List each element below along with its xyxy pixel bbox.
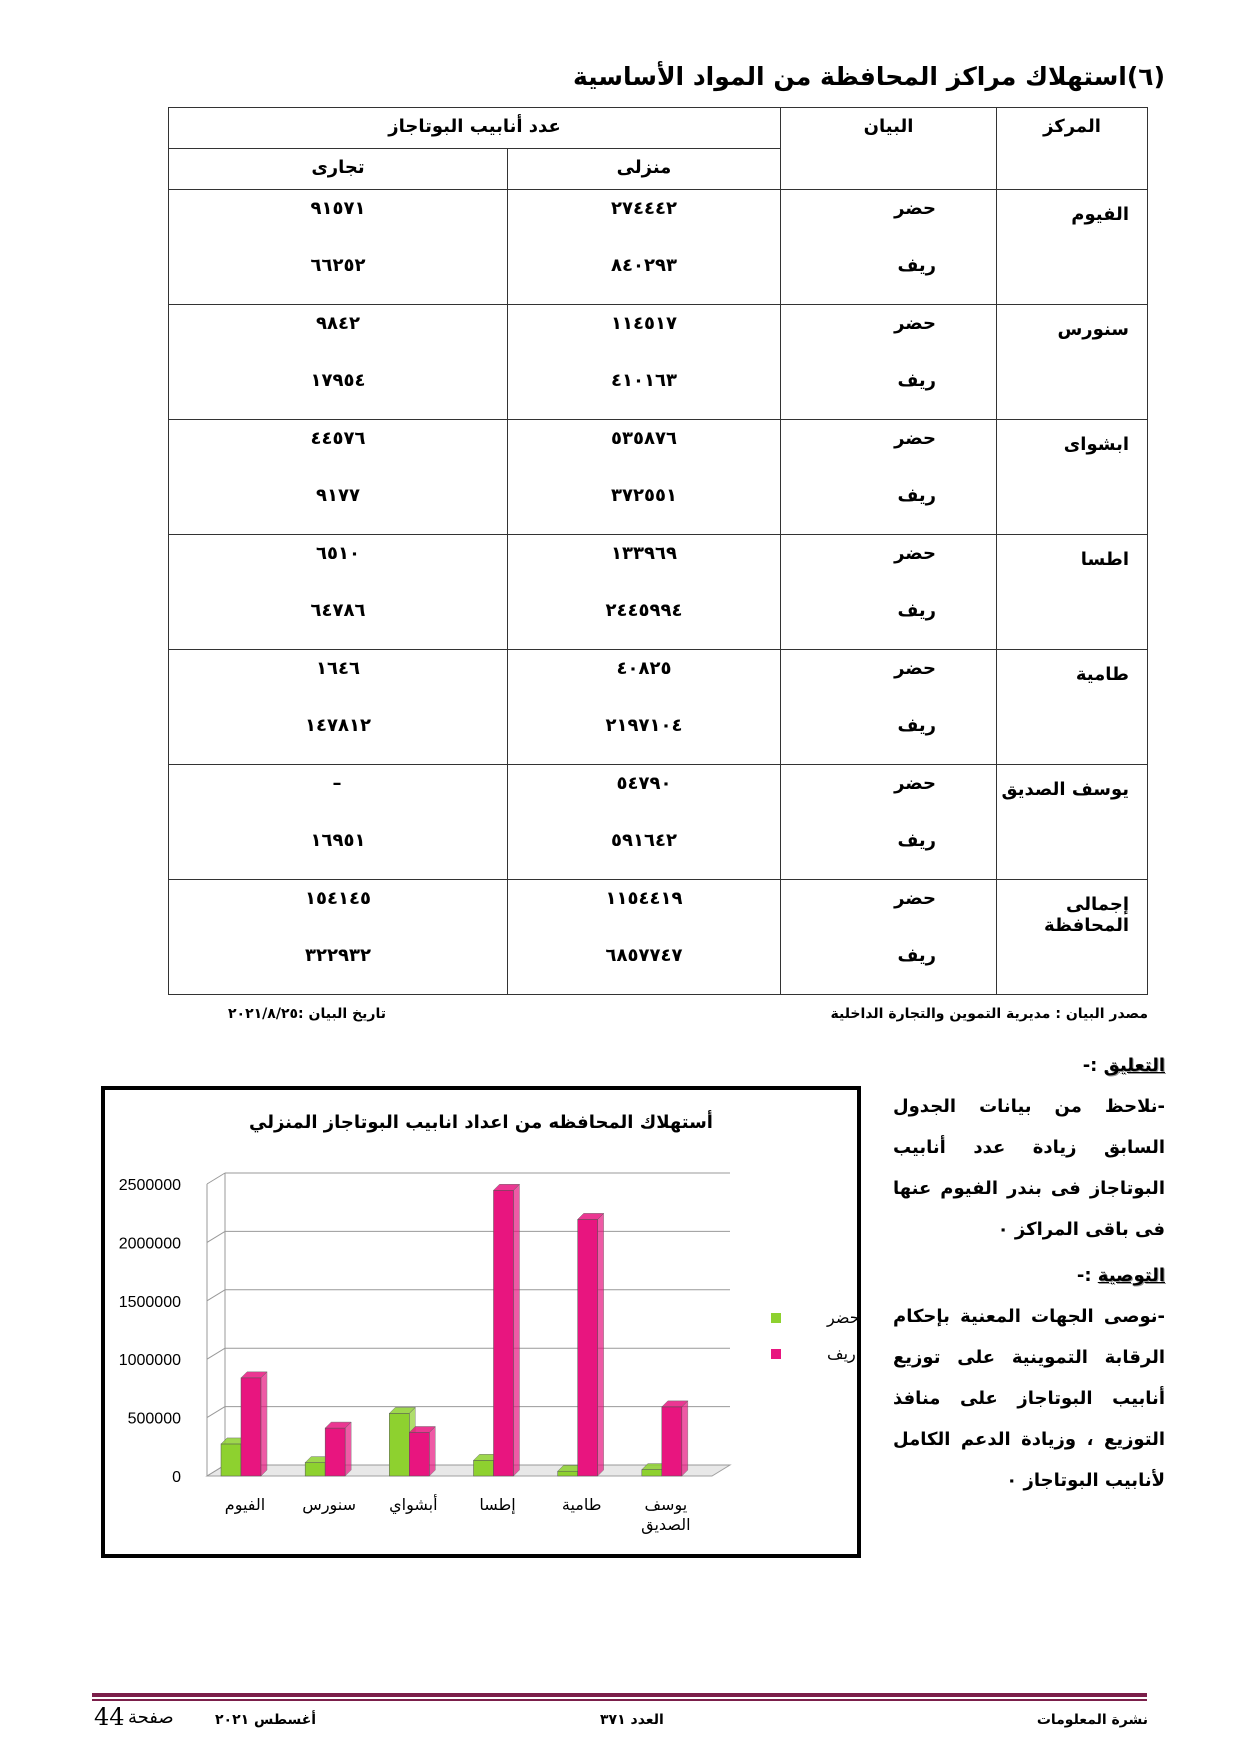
bar-rural xyxy=(241,1378,261,1476)
home-urban-value: ٥٤٧٩٠ xyxy=(616,773,672,794)
gridline-depth xyxy=(207,1290,225,1301)
gridline-depth xyxy=(207,1173,225,1184)
urban-label: حضر xyxy=(894,888,936,909)
x-tick-label: يوسف xyxy=(644,1495,688,1514)
bar-side xyxy=(345,1422,351,1476)
commercial-urban-value: ١٦٤٦ xyxy=(316,658,360,679)
bayan-cell xyxy=(781,190,997,305)
bar-rural xyxy=(494,1190,514,1476)
bar-side xyxy=(682,1401,688,1476)
commercial-urban-value: ٤٤٥٧٦ xyxy=(310,428,366,449)
rural-label: ريف xyxy=(897,715,936,736)
rural-label: ريف xyxy=(897,255,936,276)
bar-rural xyxy=(409,1432,429,1476)
center-name: طامية xyxy=(1075,664,1129,685)
bar-urban xyxy=(221,1444,241,1476)
home-cell xyxy=(508,535,781,650)
data-date: تاريخ البيان :٢٠٢١/٨/٢٥ xyxy=(228,1006,387,1022)
home-rural-value: ٥٩١٦٤٢ xyxy=(611,830,677,851)
urban-label: حضر xyxy=(894,198,936,219)
y-tick-label: 500000 xyxy=(127,1410,181,1428)
header-center: المركز xyxy=(997,108,1148,190)
center-cell xyxy=(997,190,1148,305)
header-commercial: تجارى xyxy=(169,149,508,190)
bayan-cell xyxy=(781,650,997,765)
bar-rural xyxy=(662,1407,682,1476)
bayan-cell xyxy=(781,305,997,420)
home-rural-value: ٢٤٤٥٩٩٤ xyxy=(605,600,683,621)
home-cell xyxy=(508,420,781,535)
footer-rule xyxy=(92,1693,1147,1697)
rural-label: ريف xyxy=(897,945,936,966)
commercial-rural-value: ٩١٧٧ xyxy=(316,485,360,506)
table-row xyxy=(169,535,1148,650)
urban-label: حضر xyxy=(894,313,936,334)
center-name: الفيوم xyxy=(1071,204,1129,225)
bar-rural xyxy=(325,1428,345,1476)
rural-label: ريف xyxy=(897,830,936,851)
home-urban-value: ٢٧٤٤٤٢ xyxy=(611,198,677,219)
commercial-cell xyxy=(169,765,508,880)
bar-side xyxy=(514,1184,520,1476)
rural-label: ريف xyxy=(897,485,936,506)
data-source: مصدر البيان : مديرية التموين والتجارة الداخلية xyxy=(830,1006,1148,1022)
legend-swatch xyxy=(771,1349,781,1359)
commercial-rural-value: ٣٢٢٩٣٢ xyxy=(305,945,371,966)
bar-side xyxy=(598,1213,604,1476)
section-heading: (٦)استهلاك مراكز المحافظة من المواد الأساسية xyxy=(573,62,1165,91)
header-bayan: البيان xyxy=(781,108,997,190)
center-cell xyxy=(997,650,1148,765)
home-rural-value: ٤١٠١٦٣ xyxy=(611,370,677,391)
bayan-cell xyxy=(781,880,997,995)
commercial-cell xyxy=(169,535,508,650)
x-tick-label: إطسا xyxy=(479,1495,516,1514)
recommendation-title: التوصية :- xyxy=(1076,1265,1165,1286)
home-rural-value: ٣٧٢٥٥١ xyxy=(611,485,677,506)
home-cell xyxy=(508,880,781,995)
bar-urban xyxy=(474,1460,494,1476)
table-row xyxy=(169,420,1148,535)
comment-body: -نلاحظ من بيانات الجدول السابق زيادة عدد أنابيب البوتاجاز فى بندر الفيوم عنها فى باقى المراكز ٠ xyxy=(893,1096,1165,1240)
center-cell xyxy=(997,880,1148,995)
bayan-cell xyxy=(781,765,997,880)
bar-urban xyxy=(305,1463,325,1476)
y-tick-label: 1500000 xyxy=(118,1293,181,1311)
bar-urban xyxy=(389,1413,409,1476)
home-urban-value: ١١٥٤٤١٩ xyxy=(605,888,683,909)
commercial-cell xyxy=(169,420,508,535)
y-tick-label: 2500000 xyxy=(118,1177,181,1194)
commercial-rural-value: ٦٦٢٥٢ xyxy=(310,255,366,276)
commercial-urban-value: – xyxy=(332,773,344,794)
center-cell xyxy=(997,420,1148,535)
commercial-rural-value: ١٧٩٥٤ xyxy=(310,370,366,391)
home-rural-value: ٨٤٠٢٩٣ xyxy=(611,255,677,276)
legend-label: حضر xyxy=(827,1308,857,1327)
header-cylinders: عدد أنابيب البوتاجاز xyxy=(169,108,781,149)
x-tick-label: أبشواي xyxy=(389,1495,438,1514)
home-rural-value: ٢١٩٧١٠٤ xyxy=(605,715,683,736)
y-tick-label: 0 xyxy=(172,1469,181,1486)
commercial-cell xyxy=(169,190,508,305)
consumption-table xyxy=(168,107,1148,995)
table-row xyxy=(169,650,1148,765)
bar-side xyxy=(261,1372,267,1476)
home-cell xyxy=(508,190,781,305)
center-name: سنورس xyxy=(1057,319,1129,340)
footer-page-label: صفحة xyxy=(128,1707,174,1728)
commercial-urban-value: ٩١٥٧١ xyxy=(310,198,366,219)
table-row xyxy=(169,305,1148,420)
legend-label: ريف xyxy=(827,1344,856,1363)
home-urban-value: ٥٣٥٨٧٦ xyxy=(611,428,677,449)
commercial-rural-value: ١٦٩٥١ xyxy=(310,830,366,851)
recommendation-body: -نوصى الجهات المعنية بإحكام الرقابة التموينية على توزيع أنابيب البوتاجاز على منافذ التوزيع ، وزيادة الدعم الكامل لأنابيب البوتاجاز ٠ xyxy=(893,1306,1165,1491)
urban-label: حضر xyxy=(894,543,936,564)
commercial-cell xyxy=(169,305,508,420)
footer-page-number: 44 xyxy=(94,1703,125,1731)
x-tick-label: الفيوم xyxy=(224,1495,266,1514)
table-row xyxy=(169,880,1148,995)
home-urban-value: ١٣٣٩٦٩ xyxy=(611,543,677,564)
home-urban-value: ٤٠٨٢٥ xyxy=(616,658,672,679)
chart-frame xyxy=(101,1086,861,1558)
commercial-rural-value: ٦٤٧٨٦ xyxy=(310,600,366,621)
commercial-cell xyxy=(169,650,508,765)
urban-label: حضر xyxy=(894,658,936,679)
x-tick-label: سنورس xyxy=(302,1495,357,1514)
x-tick-label: طامية xyxy=(561,1495,602,1514)
footer-issue: العدد ٣٧١ xyxy=(600,1712,664,1728)
bar-chart xyxy=(105,1090,857,1554)
y-tick-label: 1000000 xyxy=(118,1352,181,1370)
x-tick-label: الصديق xyxy=(641,1515,691,1534)
recommendation-block xyxy=(893,1255,1165,1501)
gridline-depth xyxy=(207,1348,225,1359)
center-name: إجمالى المحافظة xyxy=(1044,894,1129,936)
center-name: اطسا xyxy=(1080,549,1129,570)
table-row xyxy=(169,765,1148,880)
legend-swatch xyxy=(771,1313,781,1323)
center-name: ابشواى xyxy=(1063,434,1129,455)
center-cell xyxy=(997,535,1148,650)
home-cell xyxy=(508,650,781,765)
footer-publication: نشرة المعلومات xyxy=(1036,1712,1148,1728)
home-cell xyxy=(508,765,781,880)
gridline-depth xyxy=(207,1231,225,1242)
bar-urban xyxy=(642,1470,662,1476)
commercial-urban-value: ١٥٤١٤٥ xyxy=(305,888,371,909)
rural-label: ريف xyxy=(897,370,936,391)
header-home: منزلى xyxy=(508,149,781,190)
bar-urban xyxy=(558,1471,578,1476)
bayan-cell xyxy=(781,420,997,535)
center-cell xyxy=(997,305,1148,420)
commercial-urban-value: ٩٨٤٢ xyxy=(316,313,360,334)
urban-label: حضر xyxy=(894,773,936,794)
comment-title: التعليق :- xyxy=(1082,1055,1165,1076)
table-row xyxy=(169,190,1148,305)
home-rural-value: ٦٨٥٧٧٤٧ xyxy=(605,945,683,966)
bar-side xyxy=(429,1426,435,1476)
commercial-rural-value: ١٤٧٨١٢ xyxy=(305,715,371,736)
commercial-urban-value: ٦٥١٠ xyxy=(316,543,360,564)
gridline-depth xyxy=(207,1407,225,1418)
bayan-cell xyxy=(781,535,997,650)
commercial-cell xyxy=(169,880,508,995)
center-name: يوسف الصديق xyxy=(1001,779,1129,800)
footer-rule-thin xyxy=(92,1699,1147,1701)
footer-date: أغسطس ٢٠٢١ xyxy=(215,1712,317,1728)
y-tick-label: 2000000 xyxy=(118,1235,181,1253)
rural-label: ريف xyxy=(897,600,936,621)
bar-rural xyxy=(578,1219,598,1476)
comment-block xyxy=(893,1045,1165,1250)
home-cell xyxy=(508,305,781,420)
home-urban-value: ١١٤٥١٧ xyxy=(611,313,677,334)
urban-label: حضر xyxy=(894,428,936,449)
center-cell xyxy=(997,765,1148,880)
chart-title: أستهلاك المحافظه من اعداد انابيب البوتاجاز المنزلي xyxy=(249,1112,713,1133)
